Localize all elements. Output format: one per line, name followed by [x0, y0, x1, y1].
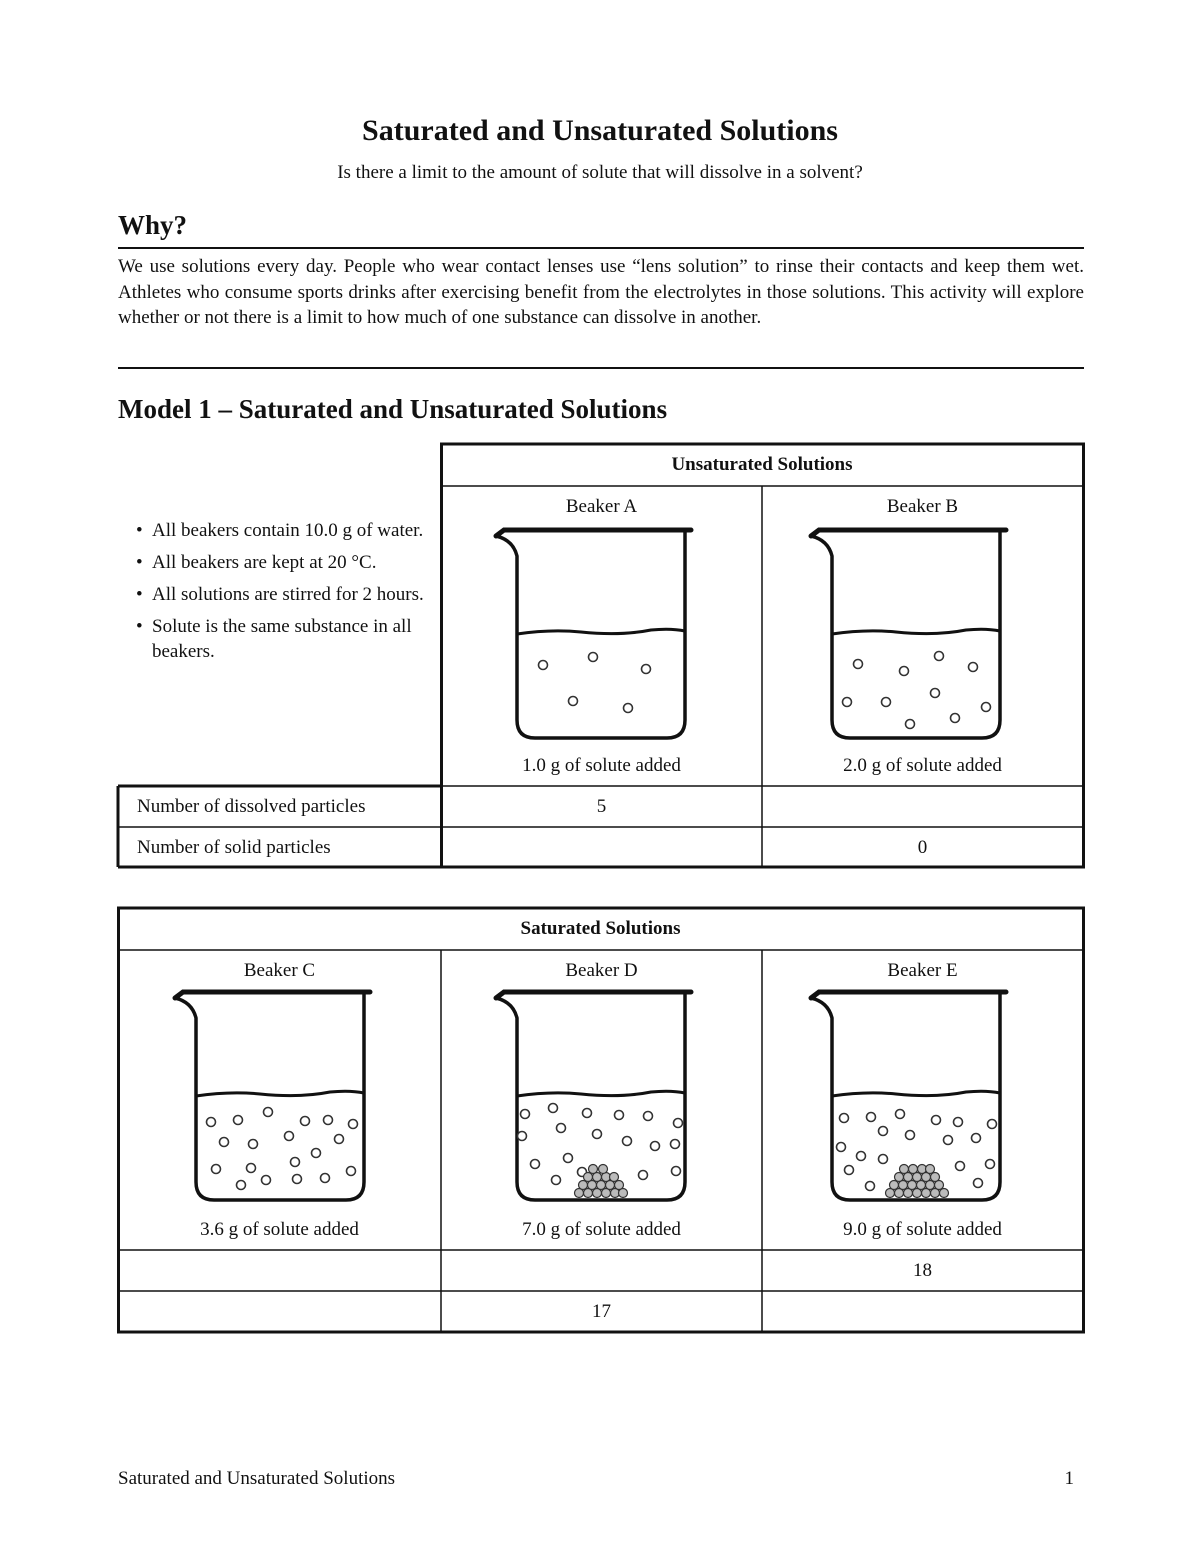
beaker-e-dissolved-cell[interactable]: 18	[913, 1260, 932, 1281]
beaker-d-solid-cell[interactable]: 17	[592, 1301, 611, 1322]
beaker-b-solid-cell[interactable]: 0	[917, 837, 928, 858]
beaker-e-caption: 9.0 g of solute added	[843, 1219, 1002, 1240]
unsaturated-header: Unsaturated Solutions	[671, 454, 853, 475]
page-title: Saturated and Unsaturated Solutions	[362, 114, 838, 147]
undissolved-solid-pile	[886, 1165, 949, 1198]
saturated-header: Saturated Solutions	[520, 918, 681, 939]
beaker-d-label: Beaker D	[565, 960, 638, 981]
beaker-a-dissolved-cell[interactable]: 5	[596, 796, 607, 817]
page-subtitle: Is there a limit to the amount of solute that will dissolve in a solvent?	[337, 162, 863, 183]
beaker-b-drawing	[811, 530, 1006, 738]
model-heading: Model 1 – Saturated and Unsaturated Solutions	[118, 394, 668, 424]
note-item: • All beakers are kept at 20 °C.	[134, 550, 434, 575]
beaker-e-drawing	[811, 992, 1006, 1200]
beaker-a-caption: 1.0 g of solute added	[522, 755, 681, 776]
beaker-b-caption: 2.0 g of solute added	[843, 755, 1002, 776]
row-label-dissolved: Number of dissolved particles	[137, 796, 366, 817]
beaker-d-caption: 7.0 g of solute added	[522, 1219, 681, 1240]
beaker-c-drawing	[175, 992, 370, 1200]
beaker-e-label: Beaker E	[887, 960, 958, 981]
beaker-c-caption: 3.6 g of solute added	[200, 1219, 359, 1240]
note-item: • Solute is the same substance in all beakers.	[134, 614, 434, 664]
beaker-a-drawing	[496, 530, 691, 738]
note-item: • All solutions are stirred for 2 hours.	[134, 582, 434, 607]
beaker-c-label: Beaker C	[243, 960, 316, 981]
why-paragraph: We use solutions every day. People who wear contact lenses use “lens solution” to rinse their contacts and keep them wet. Athletes who consume sports drinks after exercising benefit from the electrolytes in those solutions. This activity will explore whether or not there is a limit to how much of one substance can dissolve in another.	[118, 256, 1084, 328]
row-label-solid: Number of solid particles	[137, 837, 331, 858]
beaker-b-label: Beaker B	[886, 496, 959, 517]
note-item: • All beakers contain 10.0 g of water.	[134, 518, 434, 543]
beaker-a-label: Beaker A	[565, 496, 638, 517]
why-heading: Why?	[118, 210, 188, 240]
page-number: 1	[1064, 1468, 1074, 1489]
beaker-d-drawing	[496, 992, 691, 1200]
footer-title: Saturated and Unsaturated Solutions	[118, 1468, 396, 1489]
